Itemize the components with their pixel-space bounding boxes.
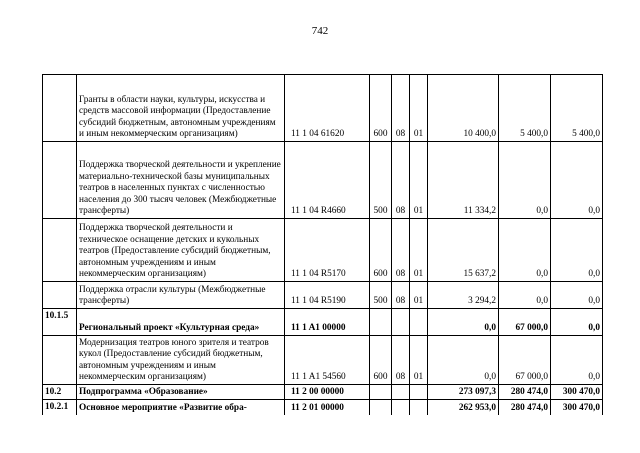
row-year2: 280 474,0 (499, 400, 551, 415)
row-rz: 08 (392, 282, 410, 309)
row-number: 10.2 (43, 385, 77, 400)
row-name: Региональный проект «Культурная среда» (77, 309, 285, 336)
row-year2: 0,0 (499, 219, 551, 282)
row-year1: 273 097,3 (428, 385, 499, 400)
row-rz: 08 (392, 75, 410, 142)
row-pr: 01 (410, 282, 428, 309)
row-pr (410, 400, 428, 415)
row-year3: 0,0 (551, 219, 603, 282)
row-year3: 0,0 (551, 282, 603, 309)
row-rz: 08 (392, 219, 410, 282)
row-year1: 15 637,2 (428, 219, 499, 282)
row-pr: 01 (410, 336, 428, 385)
row-number: 10.1.5 (43, 309, 77, 336)
row-name: Гранты в области науки, культуры, искусства и средств массовой информации (Предоставление субсидий бюджетным, автономным учреждениям и иным некоммерческим организациям) (77, 75, 285, 142)
budget-table (42, 74, 603, 415)
row-number (43, 142, 77, 219)
table-row (43, 219, 603, 282)
table-row (43, 385, 603, 400)
row-pr (410, 385, 428, 400)
row-rz (392, 309, 410, 336)
row-year3: 0,0 (551, 336, 603, 385)
row-number (43, 75, 77, 142)
row-csr: 11 1 04 R5170 (285, 219, 370, 282)
row-year2: 67 000,0 (499, 336, 551, 385)
row-number (43, 282, 77, 309)
row-name: Подпрограмма «Образование» (77, 385, 285, 400)
page-number: 742 (311, 25, 329, 37)
row-year2: 67 000,0 (499, 309, 551, 336)
row-csr: 11 1 04 R4660 (285, 142, 370, 219)
row-vr: 600 (370, 75, 392, 142)
row-rz (392, 385, 410, 400)
row-year3: 0,0 (551, 309, 603, 336)
row-name: Поддержка творческой деятельности и укрепление материально-технической базы муниципальных театров в населенных пунктах с численностью населения до 300 тысяч человек (Межбюджетные трансферты) (77, 142, 285, 219)
row-year1: 3 294,2 (428, 282, 499, 309)
row-csr: 11 1 A1 00000 (285, 309, 370, 336)
row-vr (370, 400, 392, 415)
row-number (43, 336, 77, 385)
row-vr: 600 (370, 219, 392, 282)
row-number (43, 219, 77, 282)
row-name: Основное мероприятие «Развитие обра- (77, 400, 285, 415)
row-csr: 11 2 01 00000 (285, 400, 370, 415)
row-year3: 300 470,0 (551, 385, 603, 400)
row-csr: 11 2 00 00000 (285, 385, 370, 400)
row-year2: 0,0 (499, 142, 551, 219)
row-rz: 08 (392, 142, 410, 219)
row-year2: 280 474,0 (499, 385, 551, 400)
row-year2: 5 400,0 (499, 75, 551, 142)
row-year2: 0,0 (499, 282, 551, 309)
row-name: Поддержка отрасли культуры (Межбюджетные трансферты) (77, 282, 285, 309)
row-name: Модернизация театров юного зрителя и театров кукол (Предоставление субсидий бюджетным, автономным учреждениям и иным некоммерческим организациям) (77, 336, 285, 385)
row-vr: 500 (370, 142, 392, 219)
row-number: 10.2.1 (43, 400, 77, 415)
table-row (43, 336, 603, 385)
row-csr: 11 1 04 R5190 (285, 282, 370, 309)
row-year1: 0,0 (428, 336, 499, 385)
table-row (43, 75, 603, 142)
row-vr: 600 (370, 336, 392, 385)
row-vr (370, 309, 392, 336)
row-year1: 262 953,0 (428, 400, 499, 415)
row-pr: 01 (410, 75, 428, 142)
row-csr: 11 1 A1 54560 (285, 336, 370, 385)
row-year1: 11 334,2 (428, 142, 499, 219)
row-rz: 08 (392, 336, 410, 385)
row-rz (392, 400, 410, 415)
row-vr (370, 385, 392, 400)
table-row (43, 142, 603, 219)
table-row (43, 400, 603, 415)
table-row (43, 309, 603, 336)
row-year1: 10 400,0 (428, 75, 499, 142)
row-pr: 01 (410, 219, 428, 282)
row-year1: 0,0 (428, 309, 499, 336)
row-year3: 0,0 (551, 142, 603, 219)
row-pr: 01 (410, 142, 428, 219)
row-name: Поддержка творческой деятельности и техническое оснащение детских и кукольных театров (Предоставление субсидий бюджетным, автономным учреждениям и иным некоммерческим организациям) (77, 219, 285, 282)
row-vr: 500 (370, 282, 392, 309)
row-year3: 5 400,0 (551, 75, 603, 142)
row-pr (410, 309, 428, 336)
table-row (43, 282, 603, 309)
row-csr: 11 1 04 61620 (285, 75, 370, 142)
row-year3: 300 470,0 (551, 400, 603, 415)
